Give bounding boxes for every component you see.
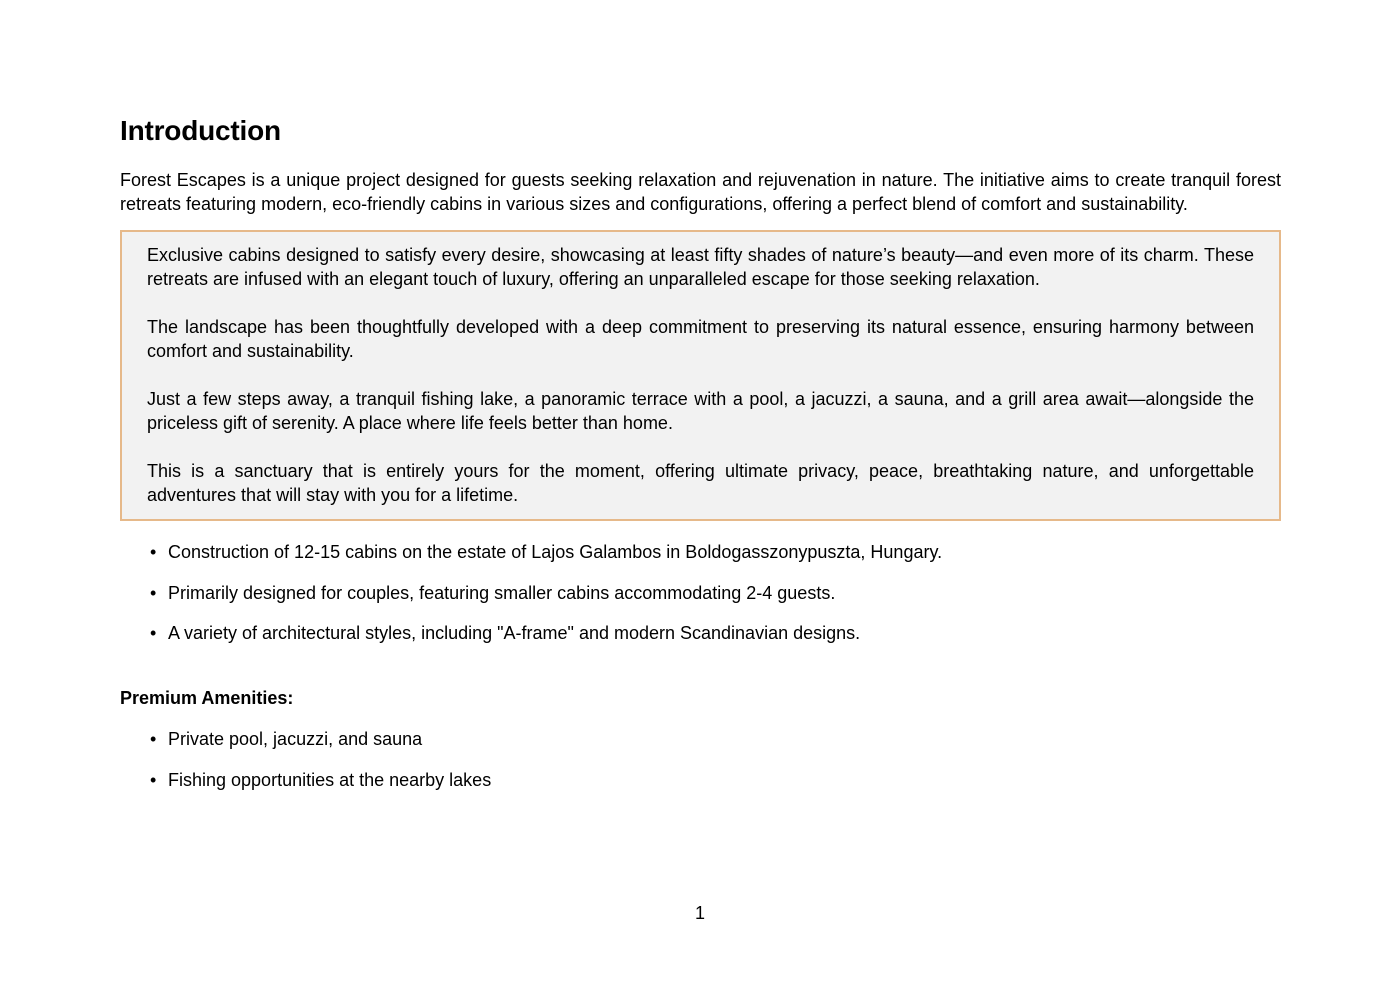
list-item	[150, 581, 1281, 605]
callout-paragraph: Just a few steps away, a tranquil fishing lake, a panoramic terrace with a pool, a jacuzzi, a sauna, and a grill area await—alongside the priceless gift of serenity. A place where life feels better than home.	[147, 389, 1254, 433]
list-item-text: Construction of 12-15 cabins on the estate of Lajos Galambos in Boldogasszonypuszta, Hungary.	[168, 542, 943, 562]
list-item-text: A variety of architectural styles, including "A-frame" and modern Scandinavian designs.	[168, 623, 861, 643]
list-item	[150, 768, 1281, 792]
bullet-icon: •	[150, 542, 157, 562]
amenities-bullet-list	[120, 727, 1281, 792]
callout-paragraph: The landscape has been thoughtfully developed with a deep commitment to preserving its natural essence, ensuring harmony between comfort and sustainability.	[147, 317, 1254, 361]
intro-paragraph: Forest Escapes is a unique project designed for guests seeking relaxation and rejuvenation in nature. The initiative aims to create tranquil forest retreats featuring modern, eco-friendly cabins in various sizes and configurations, offering a perfect blend of comfort and sustainability.	[120, 170, 1281, 214]
bullet-icon: •	[150, 729, 157, 749]
bullet-icon: •	[150, 582, 157, 603]
list-item-text: Primarily designed for couples, featuring smaller cabins accommodating 2-4 guests.	[168, 582, 836, 603]
page-number: 1	[694, 903, 705, 923]
project-bullet-list	[120, 540, 1281, 645]
amenities-heading: Premium Amenities:	[120, 688, 294, 708]
list-item	[150, 727, 1281, 751]
bullet-icon: •	[150, 769, 157, 790]
list-item	[150, 621, 1281, 645]
bullet-icon: •	[150, 623, 157, 643]
callout-paragraph: This is a sanctuary that is entirely yours for the moment, offering ultimate privacy, peace, breathtaking nature, and unforgettable adventures that will stay with you for a lifetime.	[147, 461, 1254, 505]
callout-box	[120, 230, 1281, 521]
list-item-text: Private pool, jacuzzi, and sauna	[168, 729, 423, 749]
callout-paragraph: Exclusive cabins designed to satisfy every desire, showcasing at least fifty shades of nature’s beauty—and even more of its charm. These retreats are infused with an elegant touch of luxury, offering an unparalleled escape for those seeking relaxation.	[147, 245, 1254, 289]
document-page	[120, 112, 1281, 808]
list-item	[150, 540, 1281, 564]
list-item-text: Fishing opportunities at the nearby lakes	[168, 769, 492, 790]
page-title: Introduction	[120, 115, 281, 146]
